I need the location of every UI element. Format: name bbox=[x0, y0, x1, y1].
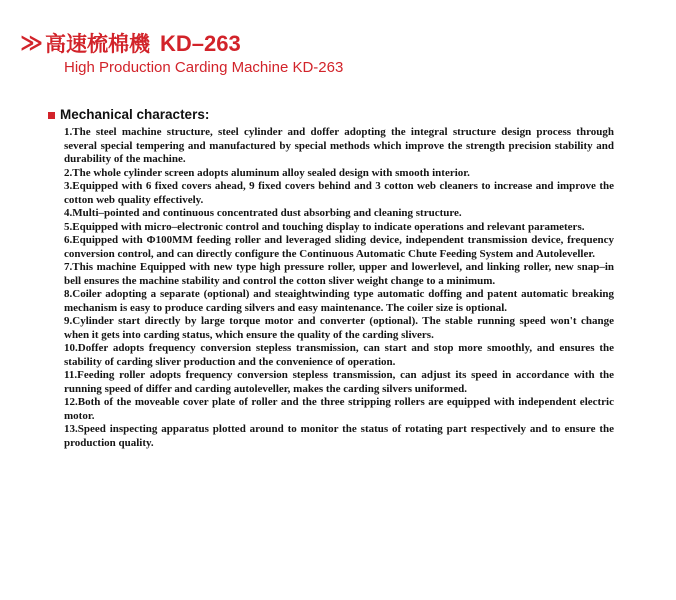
feature-item-1: 1.The steel machine structure, steel cylinder and doffer adopting the integral structure design process through several special tempering and manufactured by special methods which improve the strength precision stability and durability of the machine. bbox=[64, 126, 614, 165]
feature-item-8: 8.Coiler adopting a separate (optional) and steaightwinding type automatic doffing and patent automatic breaking mechanism is easy to produce carding silvers and easy maintenance. The coiler size is optional. bbox=[64, 288, 614, 314]
model-number: KD–263 bbox=[160, 31, 241, 56]
feature-list bbox=[64, 126, 614, 450]
mechanical-characters-section bbox=[48, 107, 628, 450]
feature-item-13: 13.Speed inspecting apparatus plotted around to monitor the status of rotating part respectively and to ensure the production quality. bbox=[64, 423, 614, 449]
feature-item-6: 6.Equipped with Φ100MM feeding roller and leveraged sliding device, independent transmission device, frequency conversion control, and can directly configure the Continuous Automatic Chute Feeding System and Autoleveller. bbox=[64, 234, 614, 260]
double-chevron-right-icon: ≫ bbox=[20, 31, 42, 56]
page-title-chinese: 高速梳棉機 bbox=[45, 32, 151, 56]
feature-item-2: 2.The whole cylinder screen adopts aluminum alloy sealed design with smooth interior. bbox=[64, 166, 470, 179]
feature-item-9: 9.Cylinder start directly by large torque motor and converter (optional). The stable running speed won't change when it gets into carding status, which ensure the quality of the carding slivers. bbox=[64, 315, 614, 341]
section-heading bbox=[48, 107, 628, 123]
feature-item-7: 7.This machine Equipped with new type high pressure roller, upper and lowerlevel, and linking roller, new snap–in bell ensures the machine stability and control the cotton sliver weight change to a minimum. bbox=[64, 261, 614, 287]
feature-item-4: 4.Multi–pointed and continuous concentrated dust absorbing and cleaning structure. bbox=[64, 207, 462, 219]
feature-item-10: 10.Doffer adopts frequency conversion stepless transmission, can start and stop more smoothly, and ensures the stability of carding sliver production and the convenience of operation. bbox=[64, 342, 614, 368]
feature-item-3: 3.Equipped with 6 fixed covers ahead, 9 fixed covers behind and 3 cotton web cleaners to increase and improve the cotton web quality effectively. bbox=[64, 180, 614, 206]
feature-item-11: 11.Feeding roller adopts frequency conversion stepless transmission, can adjust its speed in accordance with the running speed of differ and carding autoleveller, makes the carding silvers uniformed. bbox=[64, 369, 614, 395]
page-subtitle: High Production Carding Machine KD-263 bbox=[64, 59, 344, 76]
feature-item-5: 5.Equipped with micro–electronic control and touching display to indicate operations and relevant parameters. bbox=[64, 220, 585, 233]
square-bullet-icon bbox=[48, 112, 55, 119]
title-row bbox=[20, 30, 660, 58]
section-title: Mechanical characters: bbox=[60, 107, 210, 122]
page-header bbox=[20, 30, 660, 77]
feature-item-12: 12.Both of the moveable cover plate of roller and the three stripping rollers are equipped with independent electric motor. bbox=[64, 396, 614, 422]
